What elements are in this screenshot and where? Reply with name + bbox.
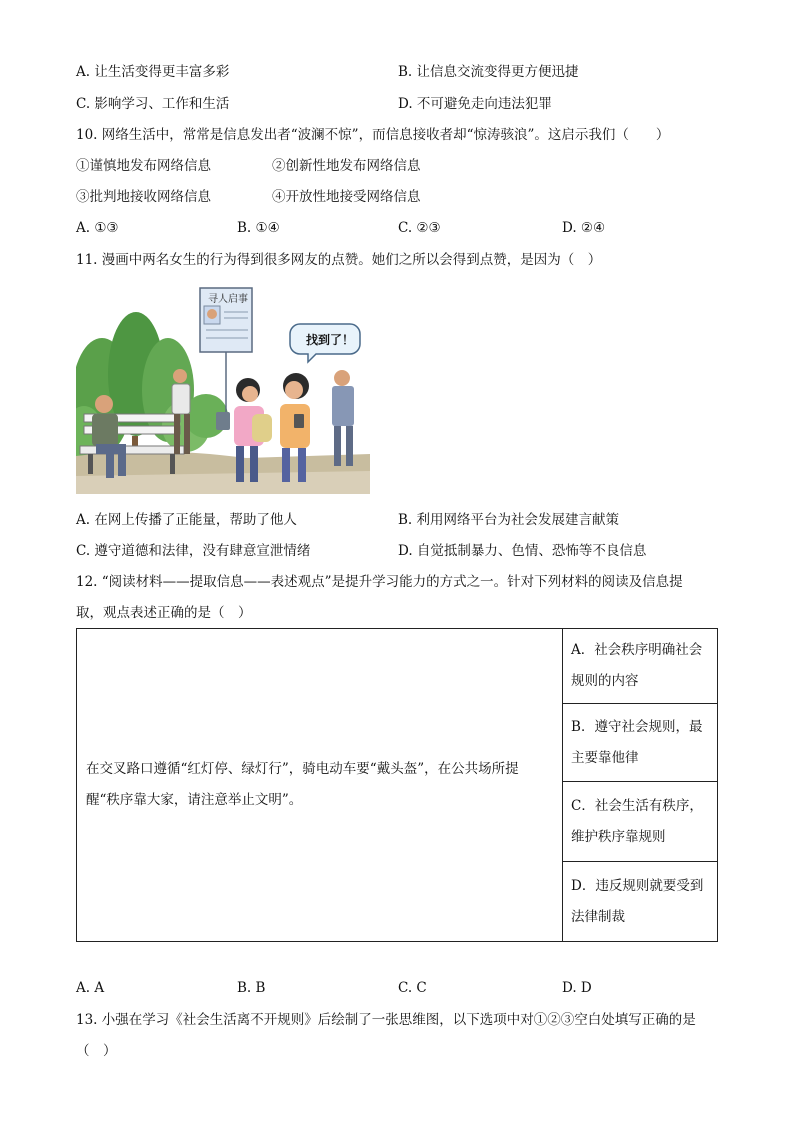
- q10-item-2: ②创新性地发布网络信息: [272, 158, 421, 174]
- q9-option-d: D. 不可避免走向违法犯罪: [398, 96, 552, 112]
- q9-option-c: C. 影响学习、工作和生活: [76, 96, 230, 112]
- q10-option-c: C. ②③: [398, 220, 441, 236]
- q11-stem: 11. 漫画中两名女生的行为得到很多网友的点赞。她们之所以会得到点赞，是因为（ ）: [76, 252, 602, 268]
- q10-item-3: ③批判地接收网络信息: [76, 189, 211, 205]
- q12-stem-line2: 取，观点表述正确的是（ ）: [76, 605, 252, 621]
- q12-option-a: A. A: [76, 980, 105, 996]
- q11-cartoon: [76, 286, 370, 494]
- q12-table-option-d: D．违反规则就要受到法律制裁: [563, 862, 718, 942]
- q9-option-a: A. 让生活变得更丰富多彩: [76, 64, 230, 80]
- q11-option-d: D. 自觉抵制暴力、色情、恐怖等不良信息: [398, 543, 647, 559]
- q12-stem-line1: 12. “阅读材料——提取信息——表述观点”是提升学习能力的方式之一。针对下列材料的阅读及信息提: [76, 574, 683, 590]
- q13-stem-line1: 13. 小强在学习《社会生活离不开规则》后绘制了一张思维图，以下选项中对①②③空白处填写正确的是: [76, 1012, 696, 1028]
- q11-option-b: B. 利用网络平台为社会发展建言献策: [398, 512, 620, 528]
- q11-option-a: A. 在网上传播了正能量，帮助了他人: [76, 512, 297, 528]
- q12-material-table: [76, 628, 718, 942]
- q12-option-c: C. C: [398, 980, 427, 996]
- q10-option-d: D. ②④: [562, 220, 606, 236]
- bubble-text: 找到了！: [306, 333, 355, 347]
- q12-table-option-a: A．社会秩序明确社会规则的内容: [563, 629, 718, 704]
- q12-material-text: [77, 629, 563, 942]
- q12-option-b: B. B: [237, 980, 266, 996]
- sign-title: 寻人启事: [208, 294, 248, 305]
- q10-item-1: ①谨慎地发布网络信息: [76, 158, 211, 174]
- q10-option-a: A. ①③: [76, 220, 119, 236]
- q10-stem: 10. 网络生活中，常常是信息发出者“波澜不惊”，而信息接收者却“惊涛骇浪”。这启示我们（ ）: [76, 127, 670, 143]
- q12-material-content: 在交叉路口遵循“红灯停、绿灯行”，骑电动车要“戴头盔”，在公共场所提醒“秩序靠大家，请注意举止文明”。: [86, 761, 519, 808]
- q12-table-option-c: C．社会生活有秩序，维护秩序靠规则: [563, 782, 718, 862]
- q10-item-4: ④开放性地接受网络信息: [272, 189, 421, 205]
- q12-option-d: D. D: [562, 980, 592, 996]
- q10-option-b: B. ①④: [237, 220, 280, 236]
- q13-stem-line2: （ ）: [76, 1043, 117, 1059]
- q12-table-option-b: B．遵守社会规则，最主要靠他律: [563, 704, 718, 782]
- q11-option-c: C. 遵守道德和法律，没有肆意宣泄情绪: [76, 543, 311, 559]
- q9-option-b: B. 让信息交流变得更方便迅捷: [398, 64, 579, 80]
